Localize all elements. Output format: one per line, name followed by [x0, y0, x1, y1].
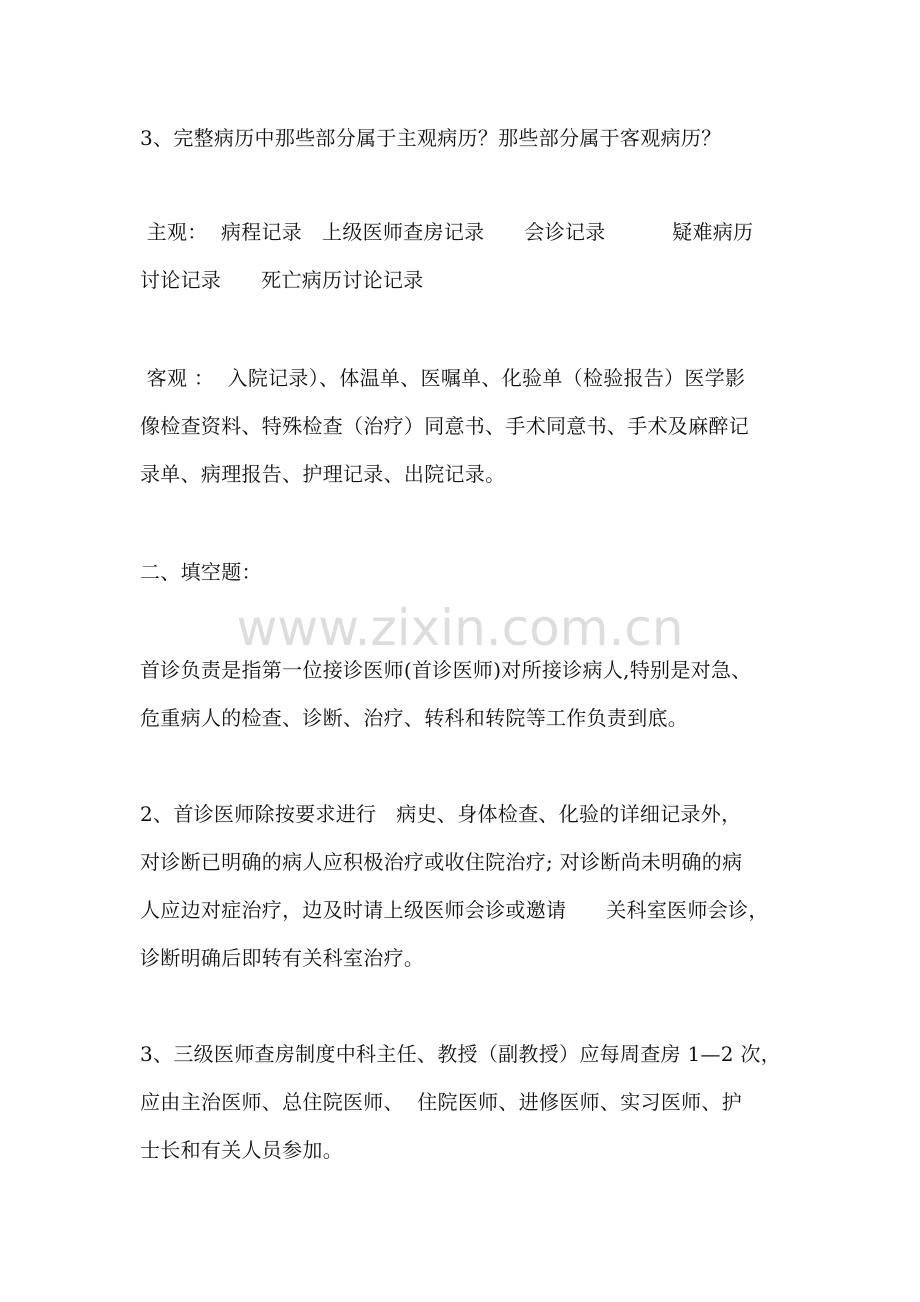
objective-records-line-3: 录单、病理报告、护理记录、出院记录。	[140, 462, 506, 486]
item-1-line-2: 危重病人的检查、诊断、治疗、转科和转院等工作负责到底。	[140, 706, 689, 730]
item-2-line-3: 人应边对症治疗，边及时请上级医师会诊或邀请 关科室医师会诊，	[140, 898, 769, 922]
item-3-line-3: 士长和有关人员参加。	[140, 1138, 343, 1162]
section-heading-fill-in-blank: 二、填空题：	[140, 560, 262, 584]
item-2-line-1: 2、首诊医师除按要求进行 病史、身体检查、化验的详细记录外，	[140, 802, 742, 826]
watermark-text: www.zixin.com.cn	[236, 599, 684, 657]
item-3-line-1: 3、三级医师查房制度中科主任、教授（副教授）应每周查房 1—2 次，	[140, 1042, 782, 1066]
objective-records-line-1: 客观 ： 入院记录）、体温单、医嘱单、化验单（检验报告）医学影	[140, 366, 746, 390]
item-2-line-2: 对诊断已明确的病人应积极治疗或收住院治疗; 对诊断尚未明确的病	[140, 850, 743, 874]
item-2-line-4: 诊断明确后即转有关科室治疗。	[140, 946, 425, 970]
item-3-line-2: 应由主治医师、总住院医师、 住院医师、进修医师、实习医师、护	[140, 1090, 743, 1114]
subjective-records-line-1: 主观： 病程记录 上级医师查房记录 会诊记录 疑难病历	[140, 220, 754, 244]
question-3-heading: 3、完整病历中那些部分属于主观病历？那些部分属于客观病历？	[140, 126, 722, 150]
subjective-records-line-2: 讨论记录 死亡病历讨论记录	[140, 268, 424, 292]
objective-records-line-2: 像检查资料、特殊检查（治疗）同意书、手术同意书、手术及麻醉记	[140, 414, 749, 438]
item-1-line-1: 首诊负责是指第一位接诊医师(首诊医师)对所接诊病人,特别是对急、	[140, 658, 752, 682]
